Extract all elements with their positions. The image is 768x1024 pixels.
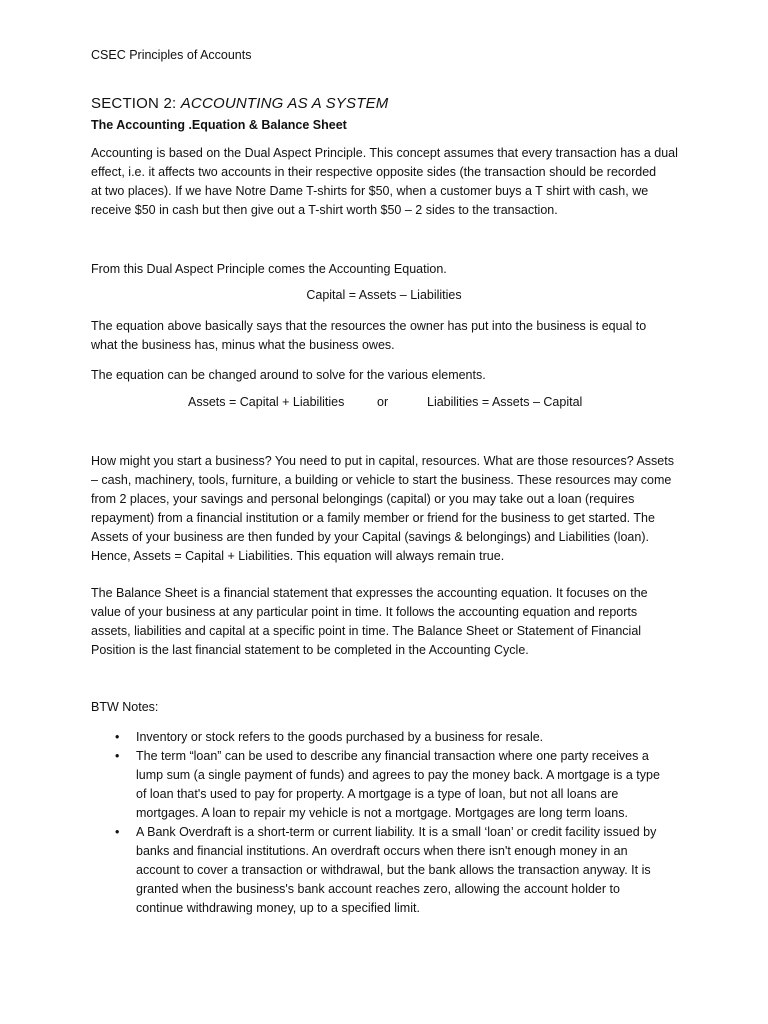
para3-line: The equation above basically says that the resources the owner has put into the business is equal to — [91, 319, 647, 333]
bullet-line: lump sum (a single payment of funds) and agrees to pay the money back. A mortgage is a type — [136, 768, 660, 782]
bullet-line: Inventory or stock refers to the goods purchased by a business for resale. — [136, 730, 544, 744]
bullet-marker: • — [115, 825, 120, 839]
bullet-line: account to cover a transaction or withdrawal, but the bank allows the transaction anyway. It is — [136, 863, 651, 877]
page-header: CSEC Principles of Accounts — [91, 48, 252, 62]
bullet-line: A Bank Overdraft is a short-term or current liability. It is a small ‘loan’ or credit facility issued by — [136, 825, 657, 839]
para5-line: – cash, machinery, tools, furniture, a building or vehicle to start the business. These resources may come — [91, 473, 672, 487]
equation-assets: Assets = Capital + Liabilities — [188, 395, 345, 409]
equation-capital: Capital = Assets – Liabilities — [306, 288, 462, 302]
bullet-line: The term “loan” can be used to describe any financial transaction where one party receives a — [136, 749, 649, 763]
para3-line: what the business has, minus what the business owes. — [91, 338, 395, 352]
para6-line: Position is the last financial statement to be completed in the Accounting Cycle. — [91, 643, 529, 657]
para5-line: Assets of your business are then funded by your Capital (savings & belongings) and Liabilities (loan). — [91, 530, 649, 544]
equation-liabilities: Liabilities = Assets – Capital — [427, 395, 583, 409]
equation-or: or — [377, 395, 389, 409]
para6-line: The Balance Sheet is a financial statement that expresses the accounting equation. It focuses on the — [91, 586, 648, 600]
section-prefix: SECTION 2: — [91, 95, 181, 112]
para5-line: repayment) from a financial institution or a family member or friend for the business to get started. The — [91, 511, 655, 525]
para1-line: Accounting is based on the Dual Aspect Principle. This concept assumes that every transaction has a dual — [91, 146, 678, 160]
bullet-line: granted when the business's bank account reaches zero, allowing the account holder to — [136, 882, 620, 896]
para1-line: at two places). If we have Notre Dame T-shirts for $50, when a customer buys a T shirt with cash, we — [91, 184, 649, 198]
bullet-marker: • — [115, 730, 120, 744]
para2: From this Dual Aspect Principle comes the Accounting Equation. — [91, 262, 447, 276]
para6-line: assets, liabilities and capital at a specific point in time. The Balance Sheet or Statement of Financial — [91, 624, 642, 638]
para6-line: value of your business at any particular point in time. It follows the accounting equation and reports — [91, 605, 638, 619]
bullet-line: continue withdrawing money, up to a specified limit. — [136, 901, 420, 915]
subtitle: The Accounting .Equation & Balance Sheet — [91, 118, 347, 132]
bullet-line: mortgages. A loan to repair my vehicle is not a mortgage. Mortgages are long term loans. — [136, 806, 628, 820]
notes-heading: BTW Notes: — [91, 700, 159, 714]
para4: The equation can be changed around to solve for the various elements. — [91, 368, 486, 382]
bullet-marker: • — [115, 749, 120, 763]
para1-line: effect, i.e. it affects two accounts in their respective opposite sides (the transaction should be recorded — [91, 165, 657, 179]
para5-line: How might you start a business? You need to put in capital, resources. What are those resources? Assets — [91, 454, 674, 468]
bullet-line: banks and financial institutions. An overdraft occurs when there isn't enough money in an — [136, 844, 628, 858]
section-title: ACCOUNTING AS A SYSTEM — [180, 95, 389, 112]
section-heading — [91, 95, 388, 113]
bullet-line: of loan that's used to pay for property. A mortgage is a type of loan, but not all loans are — [136, 787, 619, 801]
para5-line: Hence, Assets = Capital + Liabilities. This equation will always remain true. — [91, 549, 505, 563]
para1-line: receive $50 in cash but then give out a T-shirt worth $50 – 2 sides to the transaction. — [91, 203, 558, 217]
para5-line: from 2 places, your savings and personal belongings (capital) or you may take out a loan (requires — [91, 492, 635, 506]
